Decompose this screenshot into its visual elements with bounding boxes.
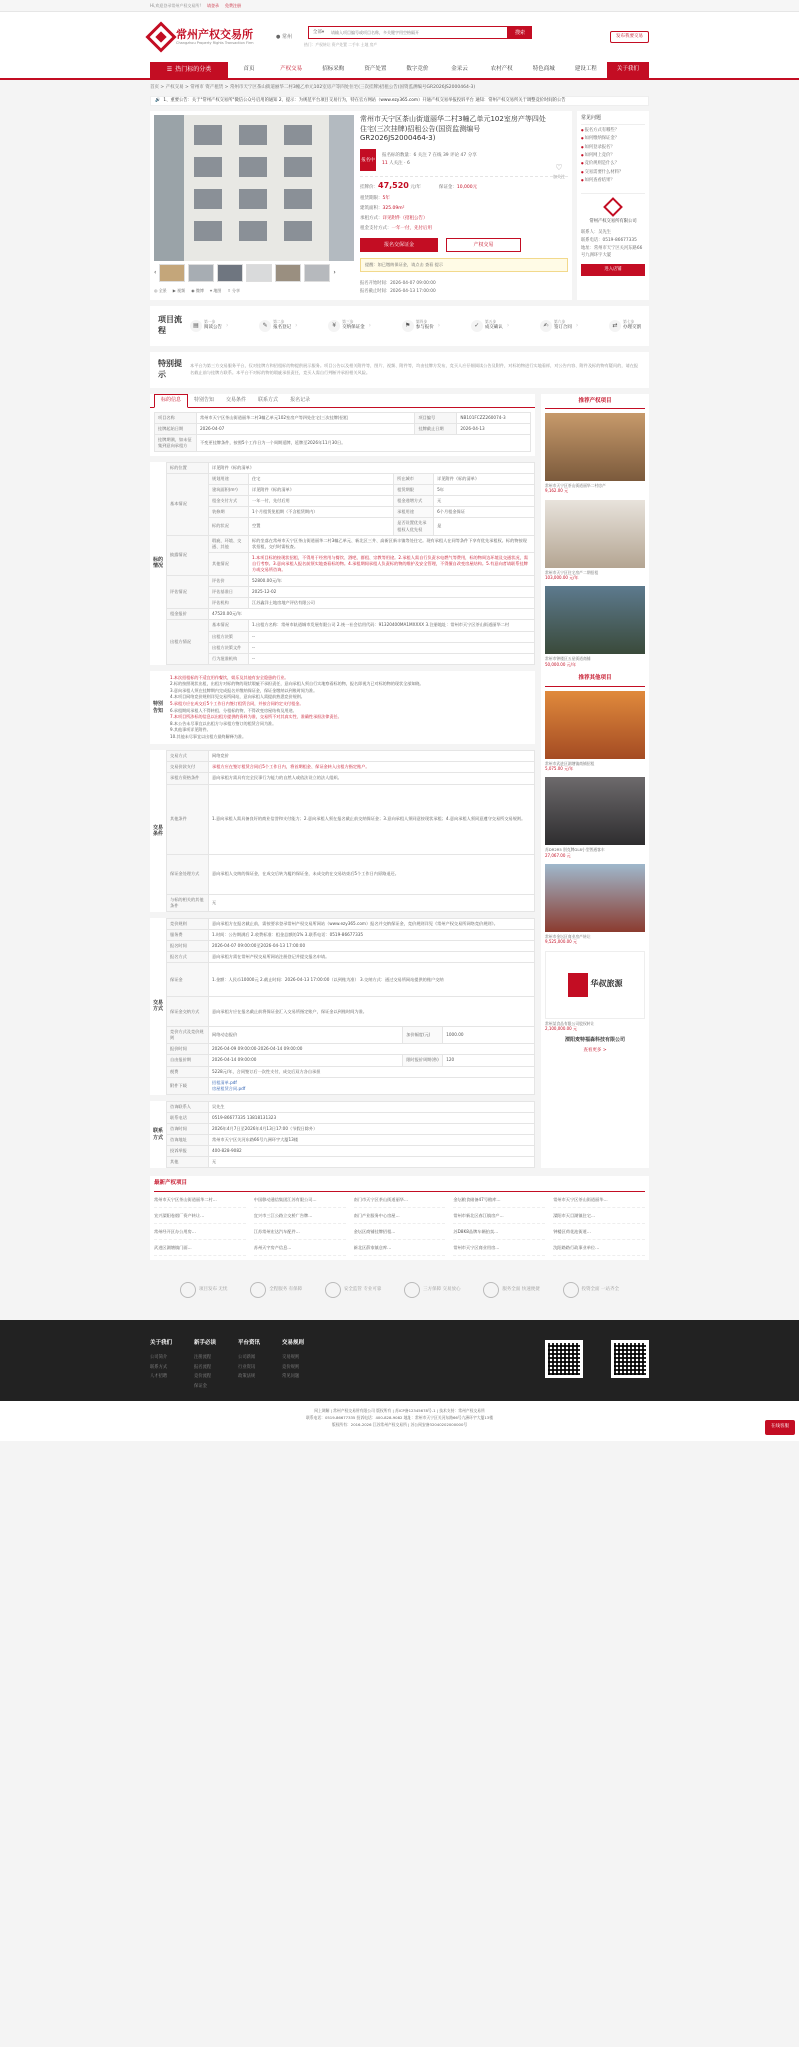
heart-icon: ♡ bbox=[555, 163, 563, 173]
footer-bottom: 网上调解 | 常州产权交易所有限公司 版权所有 | 苏ICP备12345678号-1 | 技术支持：常州产权交易所 联系电话：0519-86677335 投诉电话：400-828-9082 地址：常州市天宁区关河东路66号九洲环宇大厦13楼 版权所有：2016-2026 江苏常州产权交易所 | 苏公网安备32040202000000号 在线客服 bbox=[0, 1401, 799, 1441]
nav-home[interactable]: 首页 bbox=[243, 66, 255, 73]
search-bar bbox=[308, 26, 532, 39]
attachment-link[interactable]: 房屋租赁合同.pdf bbox=[212, 1085, 246, 1091]
apply-start: 报名开始时间：2026-04-07 09:00:00 bbox=[360, 281, 436, 287]
latest-item[interactable]: 沈阳路路行政事业单位… bbox=[553, 1240, 645, 1256]
rent-row: 租金支付方式：一年一付，先付后用 bbox=[360, 226, 432, 232]
agency-card bbox=[581, 193, 645, 225]
gallery bbox=[154, 115, 354, 296]
latest-item[interactable]: 金坛区商铺挂牌招租… bbox=[354, 1224, 446, 1240]
term-row: 租赁期限：5年 bbox=[360, 196, 390, 202]
speaker-icon: 🔊 bbox=[155, 98, 161, 104]
special-section: 特别告知 1.本次招租标的不适宜用作餐饮，娱乐及其他有安全隐患的行业。 2.标的按照现状出租，出租方对标的物的现状瑕疵不承担责任，意向承租人须自行实地察看标的物，报名即视为已对标的物的现状全部知晓。 3.意向承租人须在挂牌期内完成报名并缴纳保证金，保证金缴纳以到账时间为准。 4.本项目网络竞价规则详见交易所网站，意向承租人需提前熟悉竞价规则。 5.承租方应在成交后5个工作日内签订租赁合同，并按合同约定支付租金。 6.承租期间承租人不得转租、分租标的物，不得改变房屋结构及用途。 7.本项目所涉标的信息以出租方提供的资料为准，交易所不对其真实性、准确性承担法律责任。 8.本公告未尽事宜以出租方与承租方签订的租赁合同为准。 9.其他事项详见附件。 10.其他未尽事宜以出租方最终解释为准。 bbox=[150, 665, 535, 744]
search-type-select[interactable]: 全部 ▾ bbox=[308, 26, 328, 39]
menu-icon: ☰ bbox=[166, 65, 173, 73]
share-button[interactable]: ⇪ 分享 bbox=[227, 288, 241, 294]
agency-logo-icon bbox=[603, 198, 623, 218]
nav-rural[interactable]: 农村产权 bbox=[490, 66, 513, 73]
latest-item[interactable]: 南门市天宁区茶山街道丽华… bbox=[354, 1192, 446, 1208]
search-input[interactable] bbox=[328, 26, 508, 39]
tab-records[interactable]: 报名记录 bbox=[290, 396, 311, 403]
recommend-sidebar bbox=[541, 394, 649, 1169]
media-tools bbox=[154, 288, 354, 293]
footer-col: 新手必读 注册流程 报名流程 竞价流程 保证金 bbox=[194, 1339, 217, 1389]
latest-item[interactable]: 宣兴溧阳卷烟厂资产转让… bbox=[154, 1208, 246, 1224]
feature-item: 项目发布 无忧 bbox=[180, 1282, 227, 1298]
faq-item[interactable]: ● 如何查看结果？ bbox=[581, 177, 645, 185]
footer-col: 平台资讯 公司新闻 行业资讯 政策法规 bbox=[238, 1339, 261, 1380]
feature-item: 三方保障 交易放心 bbox=[404, 1282, 460, 1298]
favorite-button[interactable]: ♡ 加关注 bbox=[550, 163, 568, 179]
detail-tabs bbox=[150, 394, 535, 408]
faq-sidebar bbox=[577, 111, 649, 300]
panorama-button[interactable]: ◎ 全景 bbox=[154, 288, 167, 294]
latest-item[interactable]: 苏D8K8品牌车辆拍卖… bbox=[453, 1224, 545, 1240]
nav-asset[interactable]: 资产处置 bbox=[364, 66, 387, 73]
process-step: ✓ 第五步 成交确认 › bbox=[471, 320, 509, 332]
thumbnail[interactable] bbox=[159, 264, 185, 282]
process-step: ⚑ 第四步 参与报价 › bbox=[402, 320, 440, 332]
latest-item[interactable]: 金坛粮食储备47号粮库… bbox=[453, 1192, 545, 1208]
service-icon bbox=[250, 1282, 266, 1298]
agency-name: 常州产权交易所有限公司 bbox=[589, 219, 637, 225]
feature-item: 全程服务 有保障 bbox=[250, 1282, 302, 1298]
map-button[interactable]: ⌖ 地图 bbox=[209, 288, 222, 294]
search-button[interactable]: 搜索 bbox=[508, 26, 532, 39]
nav-construction[interactable]: 建设工程 bbox=[574, 66, 597, 73]
qr-code bbox=[611, 1340, 649, 1378]
contact-section: 联系方式 咨询联系人 吴先生 联系电话 0519-86677335 13818131323 咨询时间 2026年4月7日至2026年4月13日17:00（节假日除外） 咨询地址 常州市天宁区关河东路66号九洲环宇大厦13楼 投诉举报 400-828-9082 其他 无 bbox=[150, 1095, 535, 1169]
speed-icon bbox=[483, 1282, 499, 1298]
process-step: ✎ 第二步 报名登记 › bbox=[259, 320, 297, 332]
latest-item[interactable]: 常州市天宁区商业用房… bbox=[453, 1240, 545, 1256]
project-title: 常州市天宁区茶山街道丽华二村3幢乙单元102室房产等四处住宅(三次挂牌)招租公告(国资监测编号GR2026JS2000464-3) bbox=[360, 115, 546, 142]
nav-tender[interactable]: 招标采购 bbox=[322, 66, 345, 73]
agency-contact: 联系人：吴先生 bbox=[581, 230, 612, 236]
recommend-card[interactable]: 华叔旅源 常州某食品有限公司股权转让 2,100,000.00 元 bbox=[545, 951, 645, 1032]
read-icon: ▤ bbox=[190, 320, 202, 332]
agency-address: 地址：常州市天宁区关河东路66号九洲环宇大厦 bbox=[581, 245, 643, 259]
object-section: 标的情况 标的位置 详见附件《标的清单》 基本情况 规划用途 住宅 所在城市 详见附件《标的清单》 建筑面积(m²) 详见附件《标的清单》 租赁期限 5年 租金支付方式 一年一付，先付后用 租金递增方式 无 装修期 1个月租赁免租期（不含租赁期内） 承租用途 6个月租金保证 标的状况 空置 是否设置优先承租权人优先权 是 披露情况 瑕疵、环境、交通、其他 标的坐落在常州市天宁区茶山街道丽华二村3幢乙单元、新北区三井、高新区新丰镇等处住宅。现有承租人在同等条件下享有优先承租权。标的物按现状招租，交付时需检查。 其他情况 1.本项目标的按现状招租，不得用于经营用与餐饮、酒吧、群租、宗教等用途。2.承租人需自行负责水电燃气等费用，标的物周边环境及交通状况，需自行考察。3.意向承租人报名前须实地查看标的物。4.承租期间承租人负责标的物的维护及安全管理，不得擅自改变房屋结构。5.有意向者请联系挂牌方或交易所咨询。 评估情况 评估价 52800.00元/年 评估基准日 2025-12-02 评估机构 江苏鑫洋土地房地产评估有限公司 租金报价 47520.00元/年 出租方情况 基本情况 1.出租方名称：常州市轨道城市发展有限公司 2.统一社会信用代码：91320400MA1MXXXX 3.注册地址：常州市天宁区茶山街道丽华二村 出租方决策 -- 出租方决策文件 -- 行为批准机构 -- bbox=[150, 456, 535, 665]
thumbnail-strip bbox=[154, 264, 354, 282]
category-menu[interactable]: ☰ 热门标的分类 bbox=[150, 62, 228, 78]
latest-item[interactable]: 钟楼区荷花池街道… bbox=[553, 1224, 645, 1240]
logo-mark-icon bbox=[145, 21, 176, 52]
apply-button[interactable]: 报名交保证金 bbox=[360, 238, 438, 252]
consult-button[interactable]: 产权交易 bbox=[446, 238, 521, 252]
latest-item[interactable]: 苏州天宇房产信息… bbox=[254, 1240, 346, 1256]
remind-bar[interactable]: 提醒：如已缴纳保证金，请点击 查看 提示 bbox=[360, 258, 568, 272]
latest-item[interactable]: 宜兴市三江公路立交桥广告牌… bbox=[254, 1208, 346, 1224]
process-step: ▤ 第一步 阅读公告 › bbox=[190, 320, 228, 332]
faq-item[interactable]: ● 报名方式有哪些？ bbox=[581, 127, 645, 135]
header bbox=[0, 12, 799, 62]
faq-item[interactable]: ● 如何缴纳保证金？ bbox=[581, 135, 645, 143]
latest-item[interactable]: 新北区薛家镇仓库… bbox=[354, 1240, 446, 1256]
handover-icon: ⇄ bbox=[609, 320, 621, 332]
main-photo[interactable] bbox=[154, 115, 354, 261]
latest-projects bbox=[150, 1176, 649, 1259]
nav-bidding[interactable]: 数字竞价 bbox=[406, 66, 429, 73]
faq-item[interactable]: ● 如何网上竞价？ bbox=[581, 152, 645, 160]
thumbnail[interactable] bbox=[188, 264, 214, 282]
footer bbox=[0, 1320, 799, 1401]
thumbnail[interactable] bbox=[304, 264, 330, 282]
confirm-icon: ✓ bbox=[471, 320, 483, 332]
brand-subtitle: 溧阳麦特福森科技有限公司 bbox=[564, 1037, 625, 1044]
faq-item[interactable]: ● 交易需要什么材料？ bbox=[581, 169, 645, 177]
thumbnail[interactable] bbox=[217, 264, 243, 282]
process-step: ✍ 第六步 签订合同 › bbox=[540, 320, 578, 332]
process-label: 项目流程 bbox=[158, 315, 182, 335]
online-service-button[interactable]: 在线客服 bbox=[765, 1420, 795, 1435]
recommend-card[interactable]: 常州市天宁区茶山街道丽华二村房产 9,162.00 元 bbox=[545, 413, 645, 494]
invest-icon bbox=[563, 1282, 579, 1298]
process-bar bbox=[150, 306, 649, 346]
thumbnail[interactable] bbox=[275, 264, 301, 282]
tab-special[interactable]: 特别告知 bbox=[194, 396, 215, 403]
faq-item[interactable]: ● 如何登录报名？ bbox=[581, 144, 645, 152]
conditions-section: 交易条件 交易方式 网络竞价 交易价款支付 承租方应在签订租赁合同后5个工作日内，将首期租金、保证金转入出租方指定账户。 承租方资格条件 意向承租方需具有完全民事行为能力的自然人或依法设立的法人组织。 其他条件 1.意向承租人需具备良好的商业信誉和支付能力；2.意向承租人须在报名截止前交纳保证金；3.意向承租人须同意按现状承租；4.意向承租人须同意遵守交易所交易规则。 保证金处理方式 意向承租人交纳的保证金，在成交后转为履约保证金，未成交的在交易结束后5个工作日内原路退还。 与标的相关的其他条件 无 bbox=[150, 744, 535, 911]
bid-icon: ⚑ bbox=[402, 320, 414, 332]
logo-title: 常州产权交易所 bbox=[176, 27, 253, 41]
tab-contact[interactable]: 联系方式 bbox=[258, 396, 279, 403]
footer-col: 交易规则 交易规则 竞价规则 常见问题 bbox=[282, 1339, 305, 1380]
area-row: 建筑面积：325.09m² bbox=[360, 206, 405, 212]
weibo-button[interactable]: ◉ 微博 bbox=[191, 288, 204, 294]
release-icon bbox=[180, 1282, 196, 1298]
latest-title: 最新产权项目 bbox=[154, 1180, 645, 1191]
publish-button[interactable]: 发布我要交易 bbox=[610, 31, 649, 43]
enter-shop-button[interactable]: 进入店铺 bbox=[581, 264, 645, 276]
recommend-title: 推荐产权项目 bbox=[545, 398, 645, 409]
latest-item[interactable]: 中国移动通信集团江苏有限公司… bbox=[254, 1192, 346, 1208]
feature-item: 投资全面 一站齐全 bbox=[563, 1282, 619, 1298]
thumbnail[interactable] bbox=[246, 264, 272, 282]
tips-label: 特别提示 bbox=[158, 359, 182, 379]
footer-col: 关于我们 公司简介 联系方式 人才招聘 bbox=[150, 1339, 173, 1380]
faq-title: 常见问题 bbox=[581, 115, 645, 125]
register-link[interactable]: 免费注册 bbox=[225, 3, 241, 9]
login-link[interactable]: 请登录 bbox=[207, 3, 219, 9]
basic-table: 项目名称 常州市天宁区茶山街道丽华二村3幢乙单元102室房产等四处住宅(三次挂牌)招租 项目编号 NB101FCZZ260074-3 挂牌起始日期 2026-04-07 挂牌截止日期 2026-04-13 挂牌期满，如未征集到意向承租方 不变更挂牌条件，按照5个工作日为一个周期延牌，延牌至2026年11月30日。 bbox=[154, 412, 531, 452]
listing-price: 47,520 bbox=[378, 181, 409, 191]
qr-code bbox=[545, 1340, 583, 1378]
project-panel bbox=[150, 111, 572, 300]
tab-conditions[interactable]: 交易条件 bbox=[226, 396, 247, 403]
project-stats: 报名标的数量：6 关注 7 在线 39 评论 47 分享 bbox=[382, 153, 477, 159]
logo-subtitle: Changzhou Property Rights Transaction Firm bbox=[176, 40, 254, 45]
recommend-card[interactable]: 常州市天宁区住宅房产二期招租 103,000.00 元/年 bbox=[545, 500, 645, 581]
mode-row: 承租方式：详见附件（招租公告） bbox=[360, 216, 428, 222]
video-button[interactable]: ▶ 视频 bbox=[172, 288, 186, 294]
handshake-icon bbox=[404, 1282, 420, 1298]
recommend-card[interactable]: 常州市武进区湖塘镇商铺招租 5,075.00 元/年 bbox=[545, 691, 645, 772]
latest-item[interactable]: 常州市新北区春江镇房产… bbox=[453, 1208, 545, 1224]
latest-item[interactable]: 溧阳市天目湖镇住宅… bbox=[553, 1208, 645, 1224]
attachment-link[interactable]: 招租清单.pdf bbox=[212, 1079, 237, 1085]
followers: 11 人关注 · 6 bbox=[382, 161, 410, 167]
latest-item[interactable]: 常州市天宁区茶山街道丽华… bbox=[553, 1192, 645, 1208]
recommend-card[interactable]: 常州市钟楼区五星街道商铺 50,000.00 元/年 bbox=[545, 586, 645, 667]
latest-item[interactable]: 南门产业服务中心房屋… bbox=[354, 1208, 446, 1224]
deposit-row: 保证金：10,000元 bbox=[438, 185, 478, 191]
nav-mall[interactable]: 特色商城 bbox=[532, 66, 555, 73]
tips-bar bbox=[150, 352, 649, 388]
deposit-icon: ¥ bbox=[328, 320, 340, 332]
trade-section: 交易方式 竞价规则 意向承租方在报名截止前，需按要求登录常州产权交易所网站（www.ezy365.com）报名并交纳保证金，竞价规则详见《常州产权交易所网络竞价规则》。 服务费 1.时间：公告期满后 2.收费标准：租金总额的1% 3.联系电话：0519-86677335 报名时间 2026-04-07 09:00:00至2026-04-13 17:00:00 报名方式 意向承租方需在常州产权交易所网站注册登记并提交报名申请。 保证金 1.金额：人民币10000元 2.截止时间：2026-04-13 17:00:00（以到账为准） 3.交纳方式：通过交易所网站提供的账户交纳 保证金交纳方式 意向承租方应在报名截止前将保证金汇入交易所指定账户，保证金以到账时间为准。 竞价方式及竞价规则 网络动态报价 加价幅度(元) 1000.00 报价时间 2026-04-09 09:00:00-2026-04-14 09:00:00 自由报价期 2026-04-14 09:00:00 限时报价周期(秒) 120 税费 5228元/年，合同签订后一次性支付，成交后双方各自承担 附件下载 招租清单.pdf 房屋租赁合同.pdf bbox=[150, 912, 535, 1095]
tips-text: 本平台为第三方交易服务平台，仅对挂牌方和招租标的物提供展示服务。项目公告以及相关附件等，图片、视频、附件等，均由挂牌方发布，竞买人应仔细阅读公告及附件，对标的物进行实地看样，对公告内容、附件及标的物有疑问的，请在报名截止前与挂牌方联系。本平台不对标的物的瑕疵承担责任，竞买人需自行判断并承担相关风险。 bbox=[190, 362, 639, 375]
register-icon: ✎ bbox=[259, 320, 271, 332]
hot-keywords[interactable]: 热门：产权转让 资产处置 二手车 土地 房产 bbox=[304, 42, 378, 48]
tab-object[interactable]: 标的信息 bbox=[154, 394, 188, 408]
shield-icon bbox=[325, 1282, 341, 1298]
process-step: ¥ 第三步 交纳保证金 › bbox=[328, 320, 371, 332]
more-link[interactable]: 查看更多 > bbox=[583, 1048, 607, 1054]
recommend-card[interactable]: 常州市金坛区商业房产转让 9,525,000.00 元 bbox=[545, 864, 645, 945]
recommend-card[interactable]: 苏DR2R5 别克牌GL8小型普通客车 27,067.00 元 bbox=[545, 777, 645, 858]
apply-end: 报名截止时间：2026-04-13 17:00:00 bbox=[360, 288, 436, 294]
notice-bar[interactable]: 🔊 1、重要公告：关于"常州产权交易所"微信公众号启用的通知 2、提示：为规范平台项目交易行为，特在官方网站（www.ezy365.com）开通产权交易举报投诉平台 通知：常州产权交易所关于调整竞价时间的公告 bbox=[150, 96, 649, 106]
nav-jincaiyun[interactable]: 金采云 bbox=[451, 66, 468, 73]
latest-item[interactable]: 常州经开区办公用房… bbox=[154, 1224, 246, 1240]
breadcrumb[interactable]: 首页 > 产权交易 > 常州市 资产租赁 > 常州市天宁区茶山街道丽华二村3幢乙单元102室房产等四处住宅(三次挂牌)招租公告(国资监测编号GR2026JS2000464-3) bbox=[150, 85, 476, 90]
status-badge: 报名中 bbox=[360, 149, 376, 171]
latest-item[interactable]: 常州市天宁区茶山街道丽华二村… bbox=[154, 1192, 246, 1208]
next-icon[interactable]: › bbox=[333, 269, 336, 277]
features-strip bbox=[150, 1260, 649, 1320]
welcome-text: Hi,欢迎登录常州产权交易所! bbox=[150, 3, 201, 9]
latest-item[interactable]: 武进区湖塘镇门面… bbox=[154, 1240, 246, 1256]
main-nav bbox=[0, 62, 799, 80]
city-selector[interactable]: ● 常州 bbox=[276, 33, 292, 40]
feature-item: 安全监管 专业可靠 bbox=[325, 1282, 381, 1298]
faq-item[interactable]: ● 竞价规则是什么？ bbox=[581, 160, 645, 168]
price-row: 挂牌价：47,520 元/年 bbox=[360, 181, 421, 191]
nav-property[interactable]: 产权交易 bbox=[280, 66, 303, 73]
top-bar bbox=[0, 0, 799, 12]
agency-phone: 联系电话：0519-86677335 bbox=[581, 237, 637, 243]
latest-item[interactable]: 江苏常州宏达汽车配件… bbox=[254, 1224, 346, 1240]
prev-icon[interactable]: ‹ bbox=[154, 269, 157, 277]
site-logo[interactable] bbox=[150, 26, 270, 48]
recommend2-title: 推荐其他项目 bbox=[545, 675, 645, 686]
project-info bbox=[360, 115, 568, 296]
detail-panel bbox=[150, 394, 535, 1169]
feature-item: 服务全面 快速便捷 bbox=[483, 1282, 539, 1298]
contract-icon: ✍ bbox=[540, 320, 552, 332]
process-step: ⇄ 第七步 办理交割 bbox=[609, 320, 641, 332]
nav-about[interactable]: 关于我们 bbox=[607, 62, 649, 78]
